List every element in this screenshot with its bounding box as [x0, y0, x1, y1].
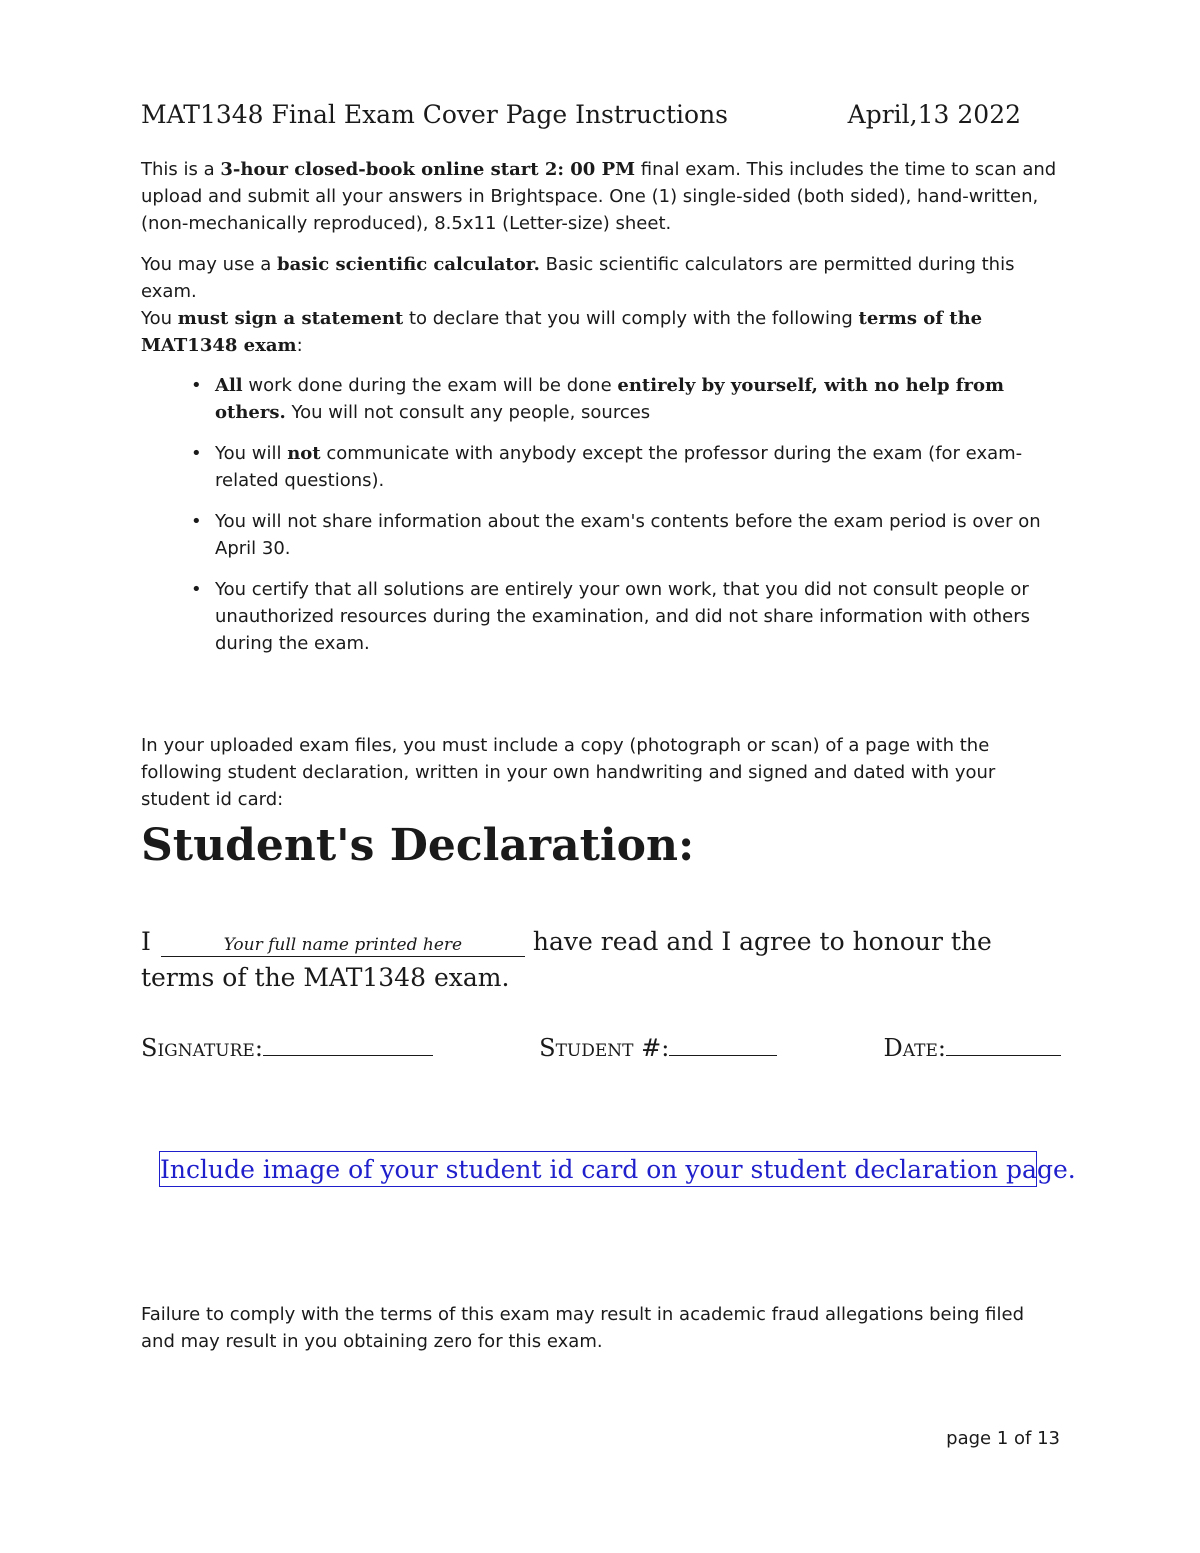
terms-list [141, 372, 1061, 671]
student-number-field[interactable] [669, 1035, 777, 1056]
calculator-paragraph [141, 251, 1061, 305]
list-item [141, 576, 1061, 657]
declaration-title: Student's Declaration: [141, 820, 695, 871]
declaration-statement [141, 924, 1061, 996]
bullet-icon: • [191, 511, 202, 532]
terms-emphasis: terms of the MAT1348 exam [141, 308, 983, 356]
signature-field[interactable] [263, 1035, 433, 1056]
student-number-label: Student #: [539, 1034, 670, 1062]
date-field[interactable] [946, 1035, 1061, 1056]
text-span: You will not share information about the exam's contents before the exam period is over on April 30. [215, 511, 1041, 559]
date-label: Date: [883, 1034, 946, 1062]
exam-format-paragraph [141, 156, 1061, 237]
text-span: This is a [141, 159, 221, 180]
list-item [141, 440, 1061, 494]
name-field[interactable]: Your full name printed here [161, 934, 525, 957]
statement-paragraph [141, 305, 1061, 359]
exam-date: April,13 2022 [847, 100, 1021, 129]
declaration-text: have read and I agree to honour the terms of the MAT1348 exam. [141, 927, 992, 992]
bullet-icon: • [191, 443, 202, 464]
signature-field-group [141, 1034, 433, 1062]
exam-duration-emphasis: 3-hour closed-book online start 2: 00 PM [220, 159, 636, 180]
text-span: : [296, 335, 303, 356]
failure-notice: Failure to comply with the terms of this exam may result in academic fraud allegations being filed and may result in you obtaining zero for this exam. [141, 1304, 1025, 1352]
text-span: final exam. This includes the time to scan and upload and submit all your answers in Brightspace. One (1) single-sided (both sided), hand-written, (non-mechanically reproduced), 8.5x11 (Letter-size) sheet. [141, 159, 1057, 234]
text-span: not [287, 443, 321, 464]
page-header [141, 100, 1023, 129]
declaration-pronoun: I [141, 927, 151, 956]
sign-statement-emphasis: must sign a statement [177, 308, 404, 329]
text-span: You will [215, 443, 288, 464]
upload-instructions: In your uploaded exam files, you must include a copy (photograph or scan) of a page with the following student declaration, written in your own handwriting and signed and dated with your student id card: [141, 735, 996, 810]
id-card-notice: Include image of your student id card on your student declaration page. [159, 1151, 1037, 1187]
text-span: communicate with anybody except the professor during the exam (for exam-related questions). [215, 443, 1023, 491]
list-item [141, 372, 1061, 426]
date-field-group [884, 1034, 1061, 1062]
bullet-icon: • [191, 579, 202, 600]
text-span: work done during the exam will be done [242, 375, 618, 396]
bullet-icon: • [191, 375, 202, 396]
student-number-field-group [539, 1034, 777, 1062]
text-span: You will not consult any people, sources [285, 402, 651, 423]
exam-title: MAT1348 Final Exam Cover Page Instructions [141, 100, 728, 129]
text-span: All [215, 375, 243, 396]
text-span: You may use a [141, 254, 278, 275]
list-item [141, 508, 1061, 562]
signature-label: Signature: [141, 1034, 263, 1062]
text-span: You certify that all solutions are entirely your own work, that you did not consult people or unauthorized resources during the examination, and did not share information with others during the exam. [215, 579, 1030, 654]
page-number: page 1 of 13 [946, 1428, 1060, 1449]
signature-row [141, 1034, 1061, 1062]
text-span: Basic scientific calculators are permitted during this exam. [141, 254, 1015, 302]
text-span: You [141, 308, 178, 329]
calculator-emphasis: basic scientific calculator. [277, 254, 540, 275]
text-span: to declare that you will comply with the following [403, 308, 859, 329]
text-span: entirely by yourself, with no help from others. [215, 375, 1005, 423]
